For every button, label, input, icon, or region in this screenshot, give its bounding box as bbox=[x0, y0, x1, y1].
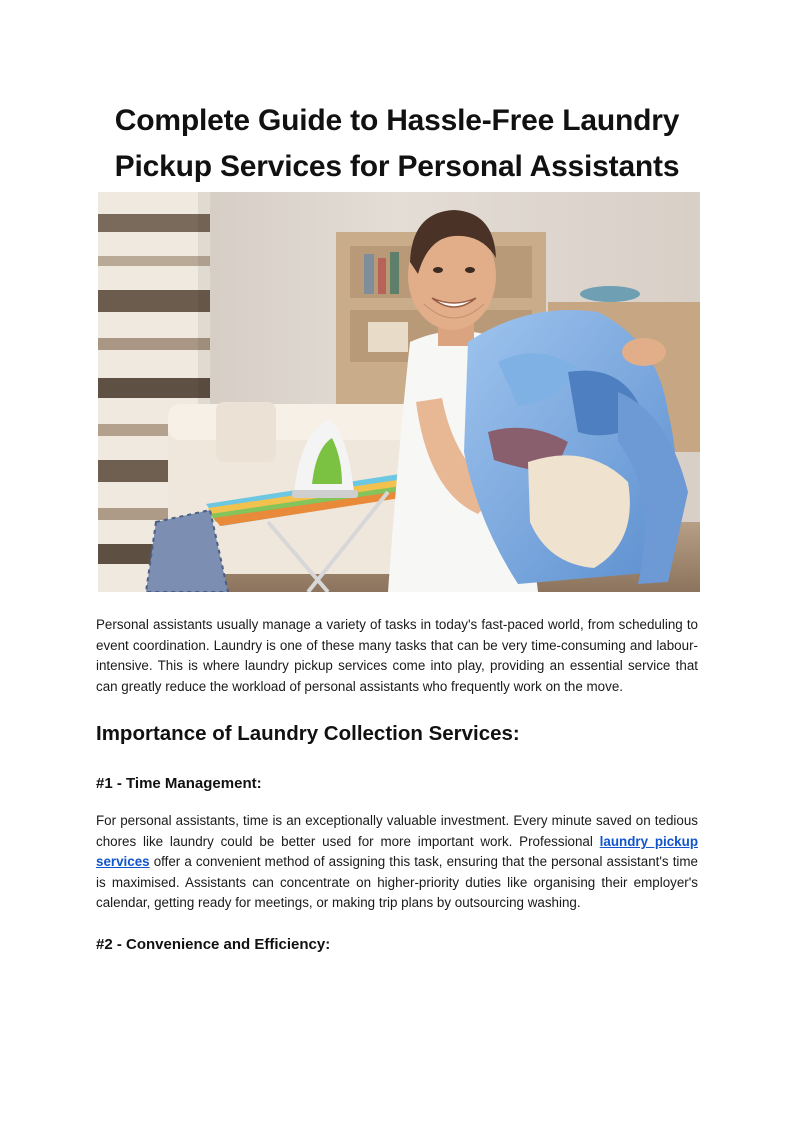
section-heading: Importance of Laundry Collection Services: bbox=[96, 722, 520, 745]
page-title-line-1: Complete Guide to Hassle-Free Laundry bbox=[114, 104, 680, 137]
page-title bbox=[96, 98, 698, 190]
subsection-heading-convenience-efficiency: #2 - Convenience and Efficiency: bbox=[96, 936, 331, 953]
paragraph-text-after-link: offer a convenient method of assigning this task, ensuring that the personal assistant's time is maximised. Assistants can concentrate on higher-priority duties like organising their employer's calendar, getting ready for meetings, or making trip plans by outsourcing washing. bbox=[96, 854, 698, 911]
intro-paragraph: Personal assistants usually manage a variety of tasks in today's fast-paced world, from scheduling to event coordination. Laundry is one of these many tasks that can be very time-consuming and labour-intensive. This is where laundry pickup services come into play, providing an essential service that can greatly reduce the workload of personal assistants who frequently work on the move. bbox=[96, 617, 698, 694]
subsection-heading-time-management: #1 - Time Management: bbox=[96, 775, 262, 792]
time-management-paragraph bbox=[96, 811, 698, 914]
paragraph-text-before-link: For personal assistants, time is an exceptionally valuable investment. Every minute saved on tedious chores like laundry could be better used for more important work. Professional bbox=[96, 813, 698, 849]
hero-image bbox=[98, 192, 700, 592]
page-title-line-2: Pickup Services for Personal Assistants bbox=[114, 150, 680, 183]
laundry-pickup-services-link[interactable]: laundry pickup services bbox=[96, 833, 698, 870]
photo-man-carrying-laundry-icon bbox=[98, 192, 700, 592]
